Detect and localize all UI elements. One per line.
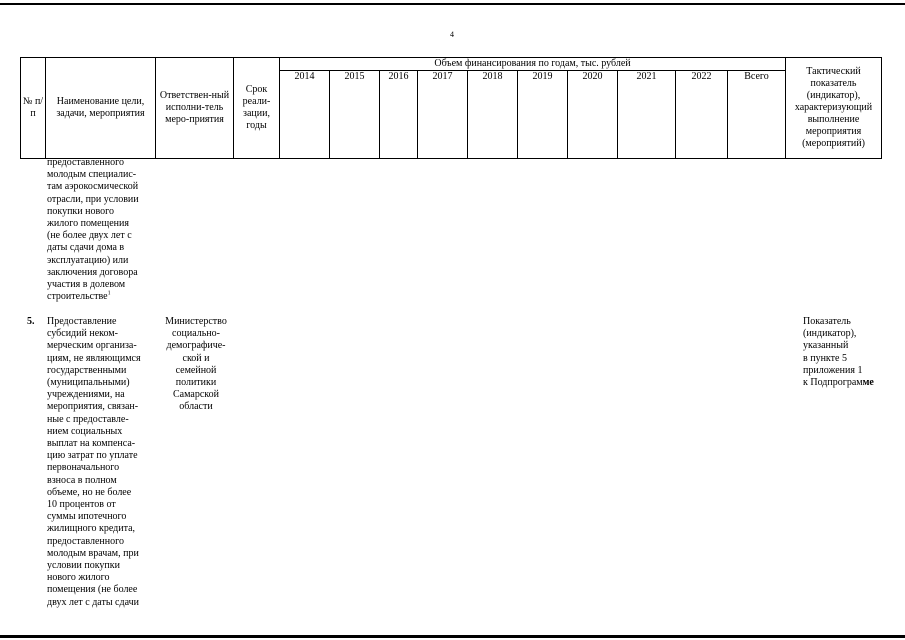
- text-line-footnoted: [47, 291, 155, 303]
- text-line: Предоставление: [47, 316, 117, 327]
- text-line: суммы ипотечного: [47, 511, 127, 523]
- text-line: демографиче-: [166, 340, 226, 352]
- header-year: 2022: [676, 71, 728, 159]
- text-line: жилого помещения: [47, 218, 129, 230]
- header-name: Наименование цели, задачи, мероприятия: [46, 58, 156, 159]
- text-line: двух лет с даты сдачи: [47, 596, 140, 608]
- text-line: строительстве: [47, 291, 108, 303]
- text-line: цию затрат по уплате: [47, 450, 138, 462]
- text-line: семейной: [175, 364, 217, 376]
- text-line: приложения 1: [803, 364, 863, 376]
- text-line: молодым специалис-: [47, 169, 137, 181]
- row5-number: 5.: [27, 316, 35, 327]
- text-line: (муниципальными): [47, 377, 130, 389]
- text-line: взноса в полном: [47, 474, 117, 486]
- text-line: покупки нового: [47, 205, 114, 217]
- text-line: объеме, но не более: [47, 486, 132, 498]
- text-line: помещения (не более: [47, 584, 138, 596]
- header-year: 2015: [330, 71, 380, 159]
- text-line: мерческим организа-: [47, 340, 137, 352]
- text-line-last: [803, 377, 893, 389]
- header-indicator: Тактический показатель (индикатор), характеризующий выполнение мероприятия (мероприятий): [786, 58, 882, 159]
- text-line: даты сдачи дома в: [47, 242, 125, 254]
- text-line: выплат на компенса-: [47, 438, 136, 450]
- text-line: 10 процентов от: [47, 499, 116, 511]
- row5-indicator-cell: [803, 316, 893, 389]
- text-line: ные с предоставле-: [47, 413, 129, 425]
- text-line: первоначального: [47, 462, 120, 474]
- text-line: области: [179, 401, 213, 413]
- header-year: 2018: [468, 71, 518, 159]
- text-line: (индикатор),: [803, 328, 857, 340]
- row5-executor-cell: [158, 316, 234, 414]
- header-num: № п/п: [21, 58, 46, 159]
- text-line: циям, не являющимся: [47, 352, 141, 364]
- text-line: (не более двух лет с: [47, 230, 132, 242]
- page-number: 4: [450, 30, 454, 39]
- header-year: 2014: [280, 71, 330, 159]
- text-line: указанный: [803, 340, 849, 352]
- text-line: эксплуатацию) или: [47, 254, 129, 266]
- text-line: мероприятия, связан-: [47, 401, 139, 413]
- text-line: субсидий неком-: [47, 328, 118, 340]
- text-line: нием социальных: [47, 425, 123, 437]
- text-fragment-bold: ме: [862, 377, 874, 389]
- header-year: 2019: [518, 71, 568, 159]
- continuation-name-cell: [47, 157, 155, 303]
- text-line: заключения договора: [47, 266, 138, 278]
- header-year: 2017: [418, 71, 468, 159]
- text-line: молодым врачам, при: [47, 547, 139, 559]
- text-line: участия в долевом: [47, 279, 126, 291]
- text-line: в пункте 5: [803, 352, 847, 364]
- text-line: жилищного кредита,: [47, 523, 136, 535]
- row5-name-cell: [47, 316, 155, 609]
- footnote-mark: 1: [107, 290, 111, 297]
- header-term: Срок реали-зации, годы: [234, 58, 280, 159]
- text-line: учреждениями, на: [47, 389, 125, 401]
- text-line: Показатель: [803, 316, 851, 327]
- text-line: Самарской: [173, 389, 219, 401]
- text-line: социально-: [172, 328, 220, 340]
- header-year: 2021: [618, 71, 676, 159]
- header-year: 2020: [568, 71, 618, 159]
- text-line: предоставленного: [47, 535, 124, 547]
- text-line: там аэрокосмической: [47, 181, 139, 193]
- text-line: Министерство: [165, 316, 227, 327]
- text-line: нового жилого: [47, 572, 110, 584]
- bottom-border-line: [0, 635, 905, 638]
- text-fragment: к Подпрограм: [803, 377, 863, 389]
- text-line: условии покупки: [47, 560, 120, 572]
- text-line: политики: [175, 377, 217, 389]
- text-line: государственными: [47, 364, 127, 376]
- text-line: предоставленного: [47, 157, 124, 168]
- header-table: [20, 57, 882, 159]
- header-year-total: Всего: [728, 71, 786, 159]
- top-border-line: [0, 3, 905, 5]
- header-year: 2016: [380, 71, 418, 159]
- text-line: отрасли, при условии: [47, 193, 139, 205]
- header-financing: Объем финансирования по годам, тыс. рублей: [280, 58, 786, 71]
- text-line: ской и: [182, 352, 210, 364]
- header-executor: Ответствен-ный исполни-тель меро-приятия: [156, 58, 234, 159]
